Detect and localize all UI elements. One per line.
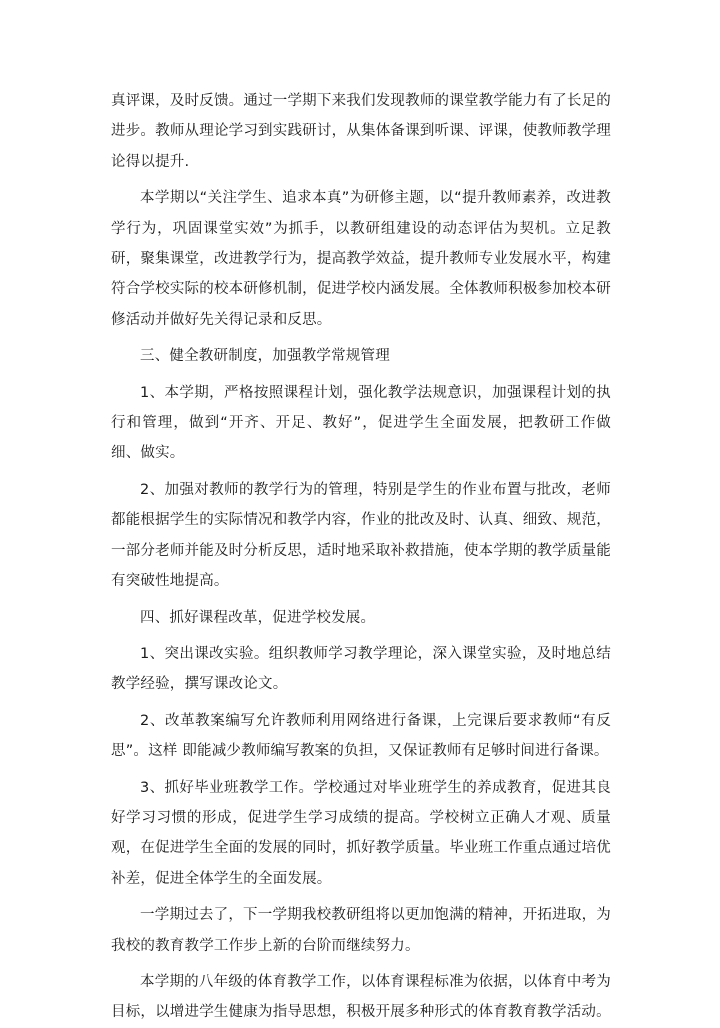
section-heading-3: 三、健全教研制度，加强教学常规管理 — [140, 348, 390, 365]
paragraph-curriculum-plan: 1、本学期，严格按照课程计划，强化教学法规意识，加强课程计划的执行和管理，做到“开齐、开足、教好”，促进学生全面发展，把教研工作做细、做实。 — [111, 384, 611, 462]
document-body — [111, 86, 611, 1028]
paragraph-graduating-class: 3、抓好毕业班教学工作。学校通过对毕业班学生的养成教育，促进其良好学习习惯的形成，促进学生学习成绩的提高。学校树立正确人才观、质量观，在促进学生全面的发展的同时，抓好教学质量。毕业班工作重点通过培优补差，促进全体学生的全面发展。 — [111, 779, 611, 887]
paragraph-teaching-management: 2、加强对教师的教学行为的管理，特别是学生的作业布置与批改，老师都能根据学生的实际情况和教学内容，作业的批改及时、认真、细致、规范，一部分老师并能及时分析反思，适时地采取补救措施，使本学期的教学质量能有突破性地提高。 — [111, 481, 611, 590]
section-heading-4: 四、抓好课程改革，促进学校发展。 — [140, 609, 376, 626]
paragraph-curriculum-reform: 1、突出课改实验。组织教师学习教学理论，深入课堂实验，及时地总结教学经验，撰写课改论文。 — [111, 645, 611, 693]
paragraph-pe-teaching: 本学期的八年级的体育教学工作，以体育课程标准为依据，以体育中考为目标，以增进学生健康为指导思想，积极开展多种形式的体育教育教学活动。 — [111, 973, 611, 1021]
paragraph-continued-review: 真评课，及时反馈。通过一学期下来我们发现教师的课堂教学能力有了长足的进步。教师从理论学习到实践研讨，从集体备课到听课、评课，使教师教学理论得以提升. — [111, 93, 611, 170]
paragraph-research-theme: 本学期以“关注学生、追求本真”为研修主题，以“提升教师素养，改进教学行为，巩固课堂实效”为抓手，以教研组建设的动态评估为契机。立足教研，聚集课堂，改进教学行为，提高教学效益，提升教师专业发展水平，构建符合学校实际的校本研修机制，促进学校内涵发展。全体教师积极参加校本研修活动并做好先关得记录和反思。 — [111, 190, 611, 328]
paragraph-lesson-plan-reform: 2、改革教案编写允许教师利用网络进行备课，上完课后要求教师“有反思”。这样 即能减少教师编写教案的负担，又保证教师有足够时间进行备课。 — [111, 712, 611, 760]
paragraph-semester-summary: 一学期过去了，下一学期我校教研组将以更加饱满的精神，开拓进取，为我校的教育教学工作步上新的台阶而继续努力。 — [111, 907, 611, 954]
